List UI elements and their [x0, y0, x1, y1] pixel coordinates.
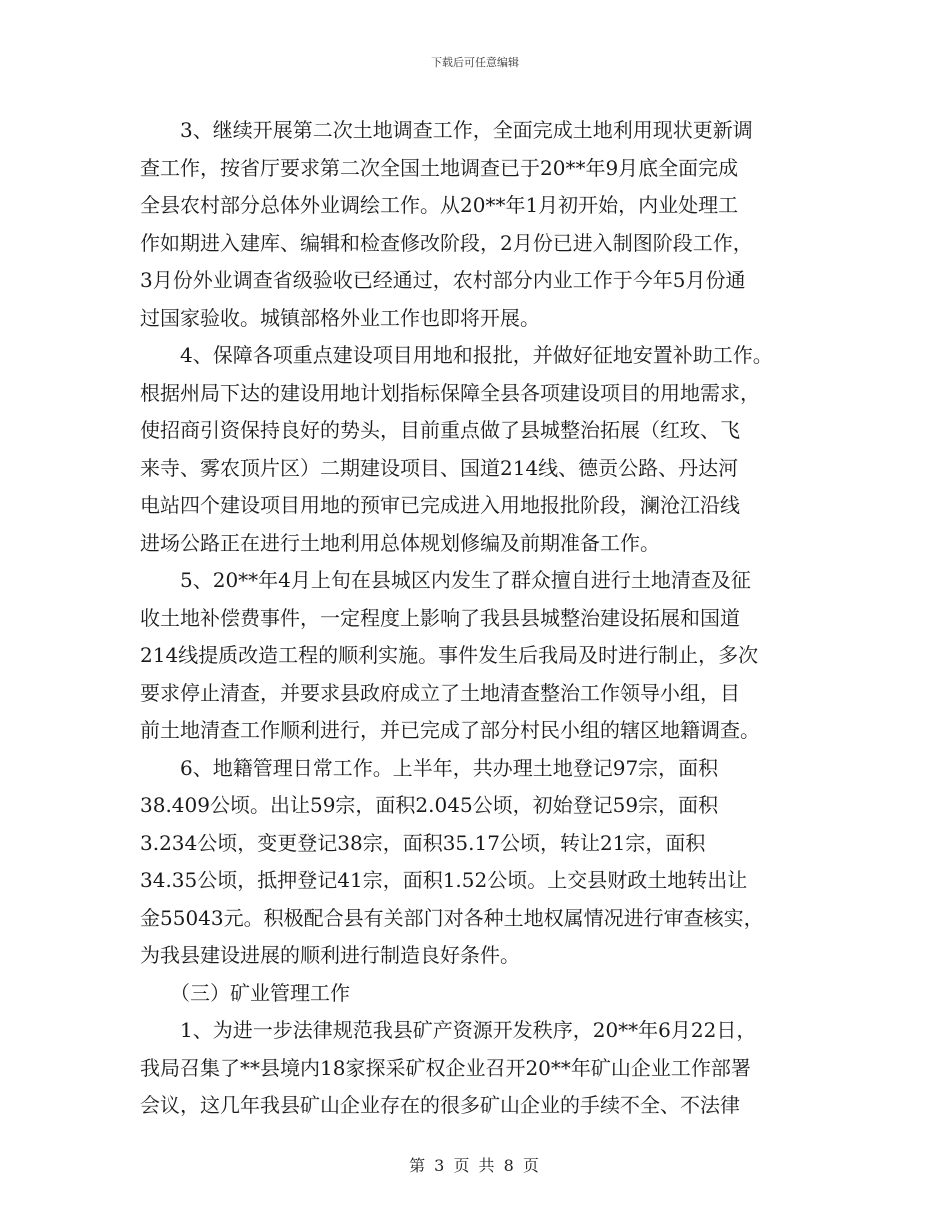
text-line: 收土地补偿费事件，一定程度上影响了我县县城整治建设拓展和国道 — [140, 605, 740, 630]
text-line: 金55043元。积极配合县有关部门对各种土地权属情况进行审查核实， — [140, 905, 764, 930]
text-line: 全县农村部分总体外业调绘工作。从20**年1月初开始，内业处理工 — [140, 193, 739, 217]
text-line: 前土地清查工作顺利进行，并已完成了部分村民小组的辖区地籍调查。 — [140, 718, 760, 742]
text-line: 使招商引资保持良好的势头，目前重点做了县城整治拓展（红玫、飞 — [140, 418, 740, 442]
text-line: 3、继续开展第二次土地调查工作，全面完成土地利用现状更新调 — [140, 118, 753, 142]
text-line: 38.409公顷。出让59宗，面积2.045公顷，初始登记59宗，面积 — [140, 793, 719, 817]
text-line: 为我县建设进展的顺利进行制造良好条件。 — [140, 943, 520, 967]
document-body — [140, 112, 810, 1125]
text-line: 查工作，按省厅要求第二次全国土地调查已于20**年9月底全面完成 — [140, 155, 739, 180]
text-line: 过国家验收。城镇部格外业工作也即将开展。 — [140, 305, 540, 330]
text-line: 进场公路正在进行土地利用总体规划修编及前期准备工作。 — [140, 530, 660, 555]
page-footer: 第 3 页 共 8 页 — [409, 1156, 541, 1175]
text-line: 根据州局下达的建设用地计划指标保障全县各项建设项目的用地需求， — [140, 380, 760, 405]
text-line: 我局召集了**县境内18家探采矿权企业召开20**年矿山企业工作部署 — [140, 1055, 751, 1080]
text-line: 214线提质改造工程的顺利实施。事件发生后我局及时进行制止，多次 — [140, 643, 759, 667]
text-line: 3月份外业调查省级验收已经通过，农村部分内业工作于今年5月份通 — [140, 268, 746, 292]
page-header: 下载后可任意编辑 — [431, 56, 519, 69]
section-heading: （三）矿业管理工作 — [140, 980, 350, 1005]
text-line: 3.234公顷，变更登记38宗，面积35.17公顷，转让21宗，面积 — [140, 830, 706, 855]
text-line: 电站四个建设项目用地的预审已完成进入用地报批阶段，澜沧江沿线 — [140, 493, 740, 517]
text-line: 6、地籍管理日常工作。上半年，共办理土地登记97宗，面积 — [140, 755, 719, 780]
text-line: 要求停止清查，并要求县政府成立了土地清查整治工作领导小组，目 — [140, 680, 740, 705]
text-line: 34.35公顷，抵押登记41宗，面积1.52公顷。上交县财政土地转出让 — [140, 868, 748, 892]
text-line: 作如期进入建库、编辑和检查修改阶段，2月份已进入制图阶段工作， — [140, 230, 753, 255]
text-line: 5、20**年4月上旬在县城区内发生了群众擅自进行土地清查及征 — [140, 568, 751, 592]
text-line: 1、为进一步法律规范我县矿产资源开发秩序，20**年6月22日， — [140, 1018, 757, 1042]
text-line: 4、保障各项重点建设项目用地和报批，并做好征地安置补助工作。 — [140, 343, 773, 367]
text-line: 来寺、雾农顶片区）二期建设项目、国道214线、德贡公路、丹达河 — [140, 455, 739, 480]
text-line: 会议，这几年我县矿山企业存在的很多矿山企业的手续不全、不法律 — [140, 1093, 740, 1117]
